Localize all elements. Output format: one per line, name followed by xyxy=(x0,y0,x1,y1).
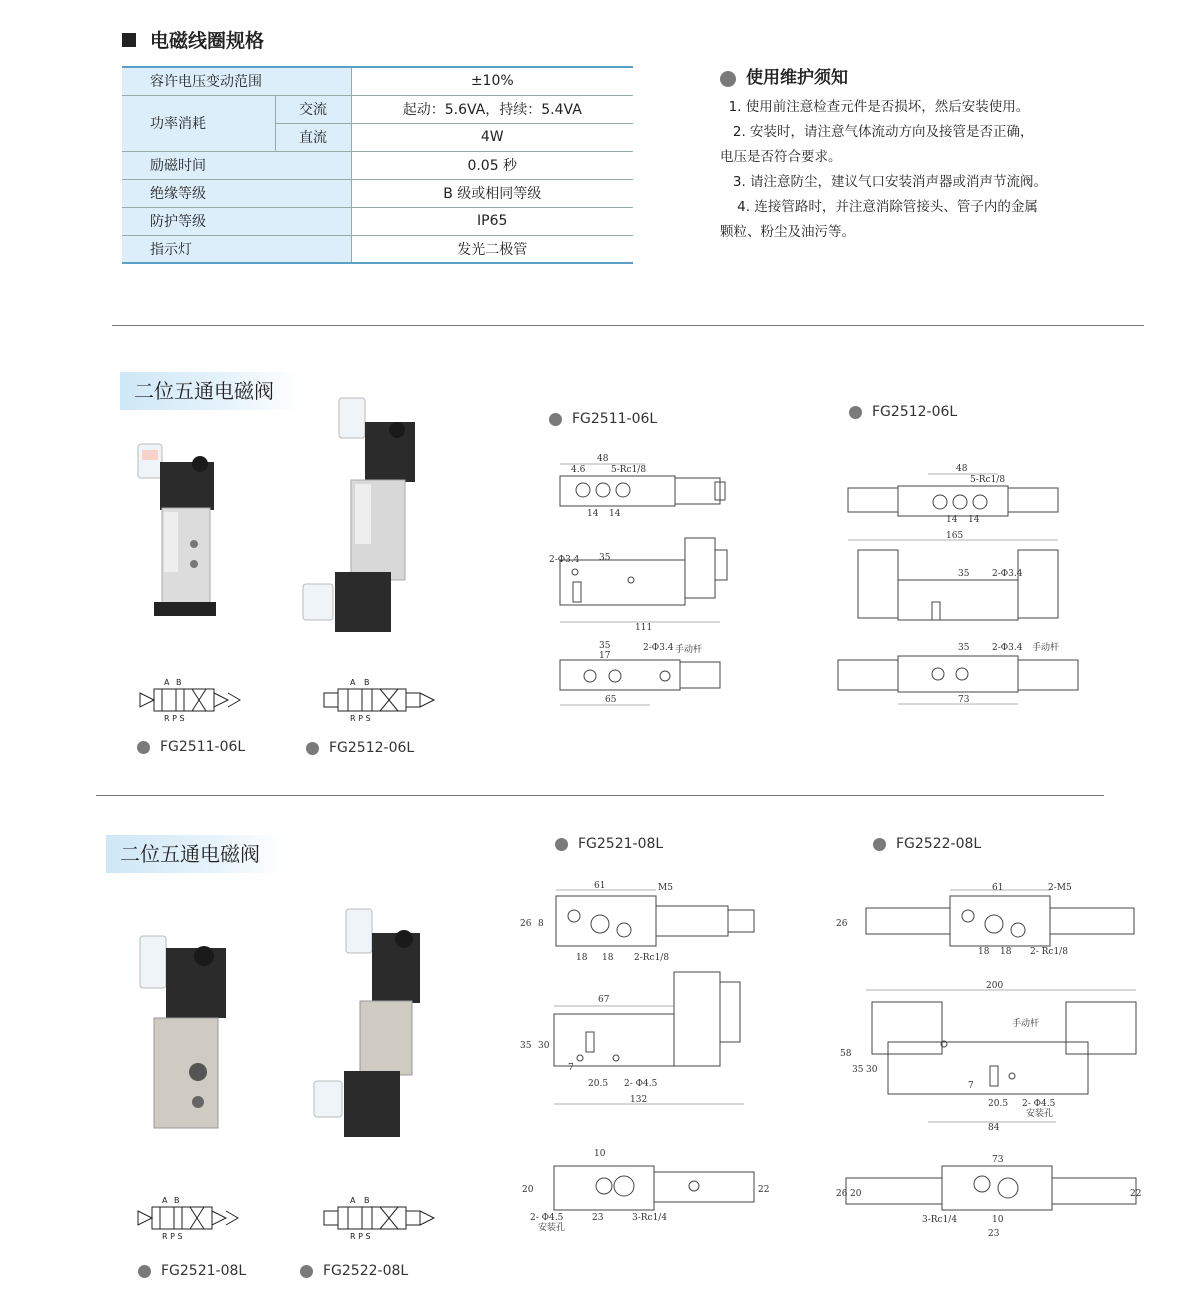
dim-label: 3-Rc1/4 xyxy=(922,1215,958,1225)
bullet-dot-icon xyxy=(137,741,150,754)
dim-label: 61 xyxy=(594,881,606,891)
dim-label: 35 xyxy=(520,1041,532,1051)
spec-value: IP65 xyxy=(351,207,633,235)
dim-label: 14 xyxy=(609,509,621,519)
dim-label: 2- Φ4.5 xyxy=(1022,1099,1056,1109)
port-rps-label: R P S xyxy=(164,714,185,723)
dim-label: 35 xyxy=(599,641,611,651)
dim-label: 35 xyxy=(599,553,611,563)
port-b-label: B xyxy=(364,678,370,687)
port-a-label: A xyxy=(350,1196,356,1205)
drawing-caption: FG2512-06L xyxy=(849,404,957,420)
dim-label: 10 xyxy=(992,1215,1004,1225)
dim-label: 4.6 xyxy=(571,465,586,475)
section1-banner: 二位五通电磁阀 xyxy=(120,372,300,410)
dim-label: 安装孔 xyxy=(538,1223,566,1233)
drawing-caption: FG2522-08L xyxy=(873,836,981,852)
divider xyxy=(112,325,1144,326)
note-item: 4. 连接管路时，并注意消除管接头、管子内的金属 颗粒、粉尘及油污等。 xyxy=(720,199,1038,240)
dim-label: 58 xyxy=(840,1049,852,1059)
dim-label: 22 xyxy=(758,1185,770,1195)
dim-label: 23 xyxy=(592,1213,604,1223)
dim-label: 3-Rc1/4 xyxy=(632,1213,668,1223)
dimension-drawing-fg2522 xyxy=(832,876,1152,1246)
dim-label: 7 xyxy=(968,1081,974,1091)
drawing-caption: FG2521-08L xyxy=(555,836,663,852)
spec-label: 励磁时间 xyxy=(122,151,351,179)
dim-label: 84 xyxy=(988,1123,1000,1133)
dimension-drawing-fg2511 xyxy=(535,450,755,710)
bullet-dot-icon xyxy=(849,406,862,419)
dim-label: 20.5 xyxy=(988,1099,1009,1109)
dim-label: 2-Φ3.4 xyxy=(549,555,580,565)
bullet-dot-icon xyxy=(720,71,736,87)
dim-label: 35 xyxy=(958,643,970,653)
bullet-dot-icon xyxy=(300,1265,313,1278)
dimension-drawing-fg2521 xyxy=(518,876,778,1236)
valve-photo-fg2521 xyxy=(118,922,238,1142)
port-b-label: B xyxy=(174,1196,180,1205)
dim-label: 200 xyxy=(986,981,1004,991)
spec-label: 绝缘等级 xyxy=(122,179,351,207)
spec-label: 指示灯 xyxy=(122,235,351,263)
divider xyxy=(96,795,1104,796)
valve-photo-fg2522 xyxy=(300,905,430,1145)
dim-label: 26 xyxy=(836,1189,848,1199)
section2-banner: 二位五通电磁阀 xyxy=(106,835,286,873)
spec-value: 起动：5.6VA，持续：5.4VA xyxy=(351,95,633,123)
dim-label: 2-Rc1/8 xyxy=(634,953,670,963)
dim-label: 165 xyxy=(946,531,964,541)
dim-label: 111 xyxy=(635,623,653,633)
dim-label: M5 xyxy=(658,883,673,893)
dim-label: 2- Φ4.5 xyxy=(530,1213,564,1223)
valve-symbol-fg2512 xyxy=(322,675,438,725)
spec-value: ±10% xyxy=(351,67,633,95)
model-caption: FG2512-06L xyxy=(306,740,414,756)
valve-symbol-fg2521 xyxy=(136,1193,240,1243)
dim-label: 65 xyxy=(605,695,617,705)
dim-label: 26 xyxy=(836,919,848,929)
bullet-dot-icon xyxy=(873,838,886,851)
spec-sublabel: 直流 xyxy=(275,123,351,151)
dim-label: 48 xyxy=(956,464,968,474)
dim-label: 30 xyxy=(538,1041,550,1051)
dim-label: 20 xyxy=(522,1185,534,1195)
dim-label: 26 xyxy=(520,919,532,929)
dim-label: 手动杆 xyxy=(675,645,703,655)
bullet-dot-icon xyxy=(306,742,319,755)
dim-label: 35 xyxy=(958,569,970,579)
dim-label: 10 xyxy=(594,1149,606,1159)
dim-label: 20 xyxy=(850,1189,862,1199)
spec-label: 容许电压变动范围 xyxy=(122,67,351,95)
port-rps-label: R P S xyxy=(162,1232,183,1241)
model-caption: FG2522-08L xyxy=(300,1263,408,1279)
model-caption: FG2521-08L xyxy=(138,1263,246,1279)
model-caption: FG2511-06L xyxy=(137,739,245,755)
dim-label: 14 xyxy=(946,515,958,525)
port-a-label: A xyxy=(162,1196,168,1205)
dim-label: 14 xyxy=(968,515,980,525)
dim-label: 73 xyxy=(992,1155,1004,1165)
dim-label: 22 xyxy=(1130,1189,1142,1199)
dim-label: 20.5 xyxy=(588,1079,609,1089)
bullet-dot-icon xyxy=(138,1265,151,1278)
spec-sublabel: 交流 xyxy=(275,95,351,123)
port-a-label: A xyxy=(350,678,356,687)
valve-photo-fg2511 xyxy=(128,432,238,622)
dim-label: 安装孔 xyxy=(1026,1109,1054,1119)
spec-label: 功率消耗 xyxy=(122,95,275,151)
dim-label: 132 xyxy=(630,1095,648,1105)
port-rps-label: R P S xyxy=(350,714,371,723)
dim-label: 18 xyxy=(576,953,588,963)
bullet-dot-icon xyxy=(555,838,568,851)
dim-label: 35 xyxy=(852,1065,864,1075)
table-row xyxy=(122,67,633,95)
valve-photo-fg2512 xyxy=(295,392,425,637)
coil-spec-title: 电磁线圈规格 xyxy=(122,26,264,53)
maintenance-title: 使用维护须知 xyxy=(720,66,1120,91)
spec-value: 4W xyxy=(351,123,633,151)
dimension-drawing-fg2512 xyxy=(828,460,1088,710)
dim-label: 5-Rc1/8 xyxy=(970,475,1006,485)
spec-label: 防护等级 xyxy=(122,207,351,235)
dim-label: 2-M5 xyxy=(1048,883,1072,893)
table-row xyxy=(122,95,633,123)
note-item: 1. 使用前注意检查元件是否损坏，然后安装使用。 xyxy=(720,99,1030,115)
dim-label: 7 xyxy=(568,1063,574,1073)
note-item: 3. 请注意防尘，建议气口安装消声器或消声节流阀。 xyxy=(720,174,1048,190)
dim-label: 73 xyxy=(958,695,970,705)
dim-label: 手动杆 xyxy=(1032,643,1060,653)
dim-label: 2-Φ3.4 xyxy=(992,643,1023,653)
maintenance-notes xyxy=(720,66,1120,245)
port-rps-label: R P S xyxy=(350,1232,371,1241)
dim-label: 5-Rc1/8 xyxy=(611,465,647,475)
dim-label: 48 xyxy=(597,454,609,464)
dim-label: 17 xyxy=(599,651,611,661)
port-b-label: B xyxy=(176,678,182,687)
spec-value: B 级或相同等级 xyxy=(351,179,633,207)
dim-label: 14 xyxy=(587,509,599,519)
spec-value: 发光二极管 xyxy=(351,235,633,263)
dim-label: 2- Φ4.5 xyxy=(624,1079,658,1089)
dim-label: 18 xyxy=(978,947,990,957)
valve-symbol-fg2511 xyxy=(138,675,242,725)
valve-symbol-fg2522 xyxy=(322,1193,438,1243)
table-row xyxy=(122,207,633,235)
spec-value: 0.05 秒 xyxy=(351,151,633,179)
dim-label: 30 xyxy=(866,1065,878,1075)
dim-label: 2-Φ3.4 xyxy=(643,643,674,653)
dim-label: 2- Rc1/8 xyxy=(1030,947,1068,957)
square-bullet-icon xyxy=(122,33,136,47)
drawing-caption: FG2511-06L xyxy=(549,411,657,427)
dim-label: 2-Φ3.4 xyxy=(992,569,1023,579)
port-a-label: A xyxy=(164,678,170,687)
port-b-label: B xyxy=(364,1196,370,1205)
note-item: 2. 安装时，请注意气体流动方向及接管是否正确， 电压是否符合要求。 xyxy=(720,124,1034,165)
dim-label: 23 xyxy=(988,1229,1000,1239)
table-row xyxy=(122,179,633,207)
table-row xyxy=(122,151,633,179)
dim-label: 61 xyxy=(992,883,1004,893)
dim-label: 18 xyxy=(602,953,614,963)
table-row xyxy=(122,235,633,263)
dim-label: 67 xyxy=(598,995,610,1005)
dim-label: 8 xyxy=(538,919,544,929)
dim-label: 18 xyxy=(1000,947,1012,957)
bullet-dot-icon xyxy=(549,413,562,426)
dim-label: 手动杆 xyxy=(1012,1019,1040,1029)
coil-spec-table xyxy=(122,66,633,264)
